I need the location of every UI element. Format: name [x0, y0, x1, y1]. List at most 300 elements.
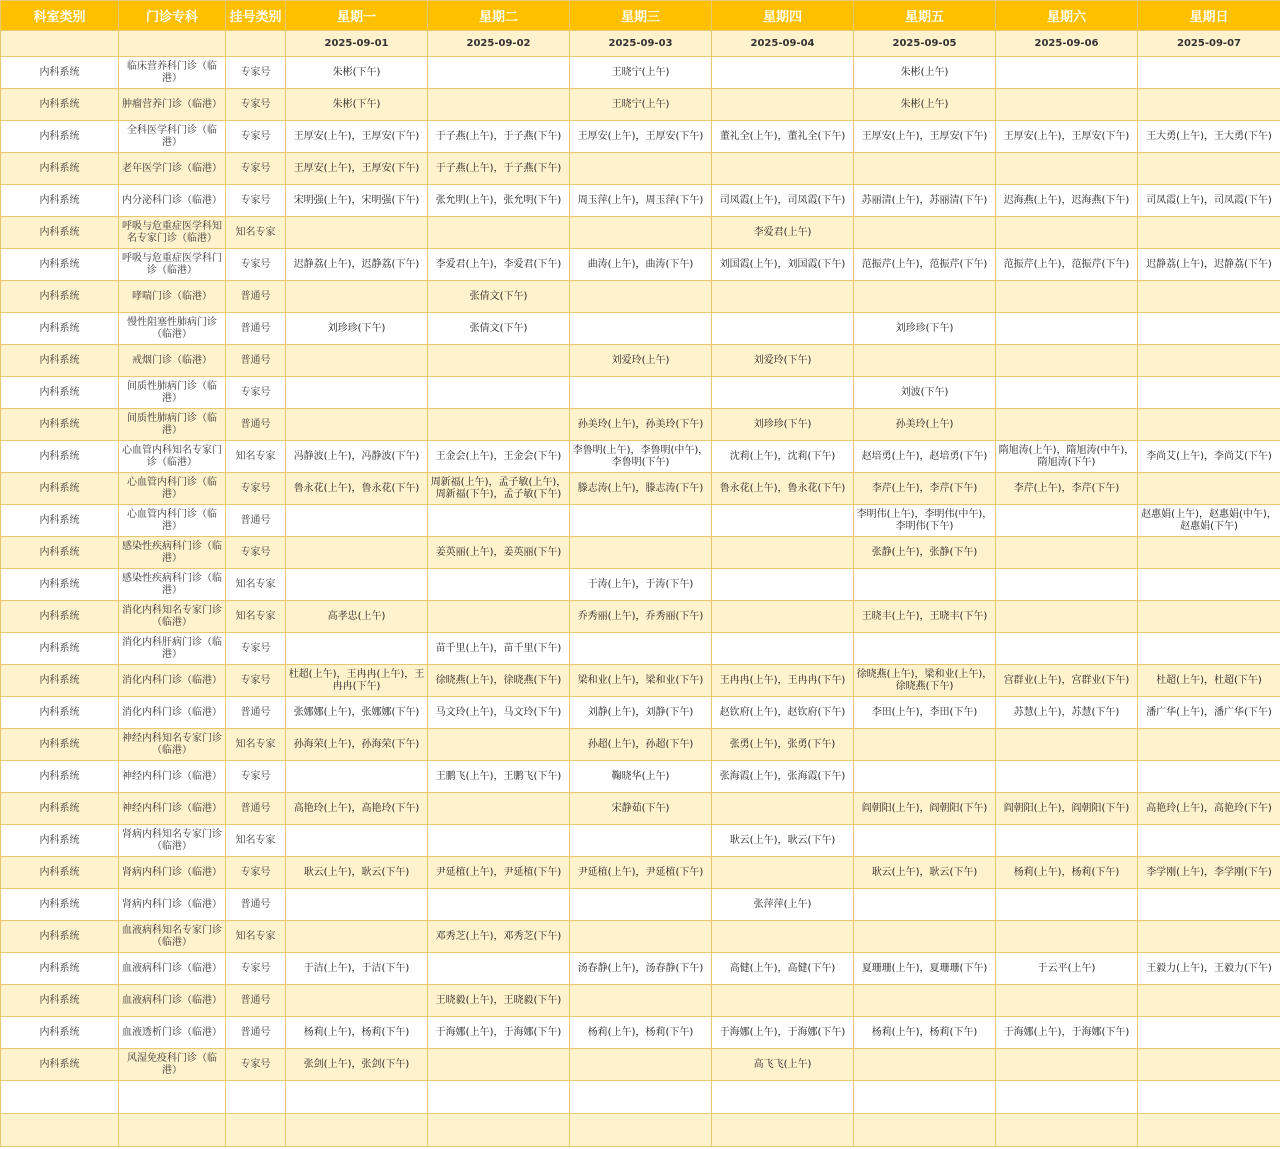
schedule-cell-mon: 杜超(上午)，王冉冉(上午)，王冉冉(下午): [286, 665, 428, 697]
schedule-cell-sun: [1138, 217, 1280, 249]
schedule-cell-thu: 王冉冉(上午)，王冉冉(下午): [712, 665, 854, 697]
regtype-cell: 知名专家: [226, 825, 286, 857]
schedule-cell-sat: [996, 281, 1138, 313]
clinic-cell: 血液透析门诊（临港）: [119, 1017, 226, 1049]
dept-cell: 内科系统: [1, 121, 119, 153]
schedule-cell-wed: 尹延植(上午)，尹延植(下午): [570, 857, 712, 889]
schedule-cell-sun: [1138, 729, 1280, 761]
schedule-cell-fri: [854, 985, 996, 1017]
schedule-cell-fri: [854, 217, 996, 249]
schedule-cell-wed: [570, 153, 712, 185]
clinic-cell: 心血管内科门诊（临港）: [119, 473, 226, 505]
schedule-cell-mon: 迟静荔(上午)，迟静荔(下午): [286, 249, 428, 281]
dept-cell: 内科系统: [1, 217, 119, 249]
clinic-cell: 内分泌科门诊（临港）: [119, 185, 226, 217]
schedule-cell-wed: [570, 505, 712, 537]
schedule-cell-wed: [570, 1049, 712, 1081]
schedule-cell-fri: [854, 345, 996, 377]
clinic-cell: 肾病内科门诊（临港）: [119, 857, 226, 889]
schedule-cell-tue: 张允明(上午)，张允明(下午): [428, 185, 570, 217]
regtype-cell: 专家号: [226, 665, 286, 697]
clinic-cell: 肿瘤营养门诊（临港）: [119, 89, 226, 121]
schedule-cell-thu: 刘爱玲(下午): [712, 345, 854, 377]
regtype-cell: 专家号: [226, 153, 286, 185]
regtype-cell: 专家号: [226, 1049, 286, 1081]
dept-cell: 内科系统: [1, 377, 119, 409]
table-row: [1, 57, 1280, 89]
schedule-cell-sun: 王大勇(上午)，王大勇(下午): [1138, 121, 1280, 153]
schedule-cell-sat: [996, 377, 1138, 409]
schedule-cell-fri: 孙美玲(上午): [854, 409, 996, 441]
date-cell-empty: [1, 31, 119, 57]
dept-cell: 内科系统: [1, 473, 119, 505]
dept-cell: 内科系统: [1, 825, 119, 857]
date-cell-sat: 2025-09-06: [996, 31, 1138, 57]
empty-cell: [119, 1114, 226, 1147]
schedule-cell-sat: [996, 537, 1138, 569]
schedule-cell-wed: 孙超(上午)，孙超(下午): [570, 729, 712, 761]
clinic-cell: 神经内科门诊（临港）: [119, 761, 226, 793]
schedule-cell-sun: [1138, 377, 1280, 409]
schedule-cell-tue: 尹延植(上午)，尹延植(下午): [428, 857, 570, 889]
regtype-cell: 普通号: [226, 793, 286, 825]
schedule-cell-thu: [712, 633, 854, 665]
empty-cell: [570, 1114, 712, 1147]
col-header-regtype: 挂号类别: [226, 1, 286, 31]
regtype-cell: 普通号: [226, 985, 286, 1017]
schedule-cell-tue: [428, 345, 570, 377]
date-cell-tue: 2025-09-02: [428, 31, 570, 57]
schedule-cell-fri: 李芹(上午)，李芹(下午): [854, 473, 996, 505]
schedule-cell-sat: 苏慧(上午)，苏慧(下午): [996, 697, 1138, 729]
col-header-wed: 星期三: [570, 1, 712, 31]
schedule-cell-wed: [570, 537, 712, 569]
schedule-cell-fri: [854, 729, 996, 761]
schedule-cell-tue: 马文玲(上午)，马文玲(下午): [428, 697, 570, 729]
table-row: [1, 793, 1280, 825]
schedule-cell-wed: 杨莉(上午)，杨莉(下午): [570, 1017, 712, 1049]
schedule-cell-mon: [286, 569, 428, 601]
regtype-cell: 专家号: [226, 473, 286, 505]
col-header-mon: 星期一: [286, 1, 428, 31]
empty-cell: [712, 1081, 854, 1114]
regtype-cell: 专家号: [226, 761, 286, 793]
schedule-cell-fri: 李明伟(上午)，李明伟(中午)，李明伟(下午): [854, 505, 996, 537]
schedule-cell-fri: [854, 633, 996, 665]
dept-cell: 内科系统: [1, 793, 119, 825]
dept-cell: 内科系统: [1, 601, 119, 633]
schedule-cell-wed: [570, 281, 712, 313]
schedule-cell-sun: 迟静荔(上午)，迟静荔(下午): [1138, 249, 1280, 281]
table-row: [1, 441, 1280, 473]
regtype-cell: 专家号: [226, 857, 286, 889]
schedule-cell-sun: 司凤霞(上午)，司凤霞(下午): [1138, 185, 1280, 217]
date-cell-empty: [226, 31, 286, 57]
table-row: [1, 857, 1280, 889]
empty-cell: [286, 1114, 428, 1147]
schedule-cell-tue: 于子燕(上午)，于子燕(下午): [428, 153, 570, 185]
dept-cell: 内科系统: [1, 185, 119, 217]
schedule-cell-tue: 张倩文(下午): [428, 281, 570, 313]
regtype-cell: 专家号: [226, 185, 286, 217]
regtype-cell: 普通号: [226, 505, 286, 537]
schedule-cell-tue: 徐晓燕(上午)，徐晓燕(下午): [428, 665, 570, 697]
regtype-cell: 专家号: [226, 121, 286, 153]
empty-cell: [286, 1081, 428, 1114]
schedule-cell-fri: [854, 889, 996, 921]
schedule-cell-mon: [286, 217, 428, 249]
dept-cell: 内科系统: [1, 697, 119, 729]
schedule-cell-fri: 朱彬(上午): [854, 57, 996, 89]
schedule-cell-sun: [1138, 985, 1280, 1017]
schedule-cell-thu: [712, 505, 854, 537]
schedule-cell-wed: 于涛(上午)，于涛(下午): [570, 569, 712, 601]
schedule-cell-sun: [1138, 473, 1280, 505]
schedule-cell-thu: [712, 601, 854, 633]
schedule-cell-mon: 王厚安(上午)，王厚安(下午): [286, 121, 428, 153]
schedule-cell-thu: [712, 921, 854, 953]
schedule-cell-sat: [996, 761, 1138, 793]
dept-cell: 内科系统: [1, 665, 119, 697]
dept-cell: 内科系统: [1, 569, 119, 601]
table-row: [1, 1017, 1280, 1049]
dept-cell: 内科系统: [1, 1017, 119, 1049]
schedule-cell-sat: [996, 729, 1138, 761]
schedule-cell-wed: 滕志涛(上午)，滕志涛(下午): [570, 473, 712, 505]
schedule-cell-fri: 苏丽清(上午)，苏丽清(下午): [854, 185, 996, 217]
schedule-cell-sat: 阎朝阳(上午)，阎朝阳(下午): [996, 793, 1138, 825]
schedule-cell-sat: [996, 1049, 1138, 1081]
regtype-cell: 知名专家: [226, 601, 286, 633]
schedule-cell-wed: [570, 377, 712, 409]
schedule-cell-sat: [996, 505, 1138, 537]
regtype-cell: 专家号: [226, 953, 286, 985]
dept-cell: 内科系统: [1, 921, 119, 953]
clinic-cell: 临床营养科门诊（临港）: [119, 57, 226, 89]
empty-cell: [428, 1081, 570, 1114]
dept-cell: 内科系统: [1, 313, 119, 345]
table-row: [1, 505, 1280, 537]
table-row: [1, 153, 1280, 185]
schedule-cell-wed: [570, 889, 712, 921]
schedule-cell-fri: 徐晓燕(上午)，梁和业(上午)，徐晓燕(下午): [854, 665, 996, 697]
schedule-cell-wed: [570, 985, 712, 1017]
schedule-cell-thu: [712, 985, 854, 1017]
schedule-cell-sat: [996, 217, 1138, 249]
empty-row: [1, 1081, 1280, 1114]
schedule-cell-fri: 朱彬(上午): [854, 89, 996, 121]
dept-cell: 内科系统: [1, 857, 119, 889]
schedule-cell-sat: 于海娜(上午)，于海娜(下午): [996, 1017, 1138, 1049]
schedule-cell-mon: [286, 409, 428, 441]
schedule-cell-thu: [712, 793, 854, 825]
schedule-cell-mon: [286, 345, 428, 377]
regtype-cell: 专家号: [226, 249, 286, 281]
clinic-cell: 血液病科门诊（临港）: [119, 985, 226, 1017]
table-row: [1, 921, 1280, 953]
regtype-cell: 普通号: [226, 1017, 286, 1049]
schedule-cell-tue: [428, 729, 570, 761]
table-row: [1, 345, 1280, 377]
dept-cell: 内科系统: [1, 281, 119, 313]
dept-cell: 内科系统: [1, 953, 119, 985]
regtype-cell: 知名专家: [226, 729, 286, 761]
clinic-cell: 肾病内科门诊（临港）: [119, 889, 226, 921]
schedule-cell-mon: 冯静波(上午)，冯静波(下午): [286, 441, 428, 473]
schedule-cell-mon: [286, 889, 428, 921]
schedule-cell-thu: [712, 313, 854, 345]
schedule-cell-fri: 杨莉(上午)，杨莉(下午): [854, 1017, 996, 1049]
table-row: [1, 281, 1280, 313]
schedule-cell-thu: 鲁永花(上午)，鲁永花(下午): [712, 473, 854, 505]
schedule-cell-tue: [428, 953, 570, 985]
schedule-cell-tue: [428, 89, 570, 121]
col-header-sat: 星期六: [996, 1, 1138, 31]
dept-cell: 内科系统: [1, 409, 119, 441]
schedule-cell-thu: 于海娜(上午)，于海娜(下午): [712, 1017, 854, 1049]
schedule-cell-mon: [286, 985, 428, 1017]
table-row: [1, 377, 1280, 409]
schedule-cell-thu: 张萍萍(上午): [712, 889, 854, 921]
clinic-cell: 消化内科知名专家门诊（临港）: [119, 601, 226, 633]
regtype-cell: 普通号: [226, 697, 286, 729]
empty-cell: [854, 1114, 996, 1147]
schedule-cell-thu: 董礼全(上午)，董礼全(下午): [712, 121, 854, 153]
schedule-cell-sun: 高艳玲(上午)，高艳玲(下午): [1138, 793, 1280, 825]
schedule-cell-wed: [570, 825, 712, 857]
empty-cell: [226, 1114, 286, 1147]
schedule-cell-mon: [286, 505, 428, 537]
schedule-cell-mon: 朱彬(下午): [286, 57, 428, 89]
schedule-cell-sun: 王毅力(上午)，王毅力(下午): [1138, 953, 1280, 985]
regtype-cell: 知名专家: [226, 441, 286, 473]
schedule-cell-tue: 王金会(上午)，王金会(下午): [428, 441, 570, 473]
schedule-cell-thu: 沈莉(上午)，沈莉(下午): [712, 441, 854, 473]
table-row: [1, 569, 1280, 601]
schedule-cell-mon: 张剑(上午)，张剑(下午): [286, 1049, 428, 1081]
schedule-cell-thu: 赵钦府(上午)，赵钦府(下午): [712, 697, 854, 729]
schedule-cell-tue: [428, 57, 570, 89]
date-cell-sun: 2025-09-07: [1138, 31, 1280, 57]
schedule-cell-tue: [428, 505, 570, 537]
schedule-cell-thu: [712, 537, 854, 569]
schedule-cell-fri: [854, 281, 996, 313]
dept-cell: 内科系统: [1, 505, 119, 537]
schedule-cell-thu: 高飞飞(上午): [712, 1049, 854, 1081]
table-row: [1, 601, 1280, 633]
regtype-cell: 知名专家: [226, 569, 286, 601]
schedule-cell-sat: [996, 345, 1138, 377]
schedule-cell-sat: [996, 985, 1138, 1017]
clinic-cell: 肾病内科知名专家门诊（临港）: [119, 825, 226, 857]
table-row: [1, 633, 1280, 665]
schedule-cell-wed: [570, 921, 712, 953]
clinic-cell: 哮喘门诊（临港）: [119, 281, 226, 313]
clinic-cell: 消化内科门诊（临港）: [119, 665, 226, 697]
schedule-cell-fri: [854, 825, 996, 857]
schedule-cell-wed: 李鲁明(上午)，李鲁明(中午)，李鲁明(下午): [570, 441, 712, 473]
schedule-cell-sun: [1138, 537, 1280, 569]
regtype-cell: 专家号: [226, 633, 286, 665]
date-cell-fri: 2025-09-05: [854, 31, 996, 57]
regtype-cell: 普通号: [226, 345, 286, 377]
clinic-cell: 风湿免疫科门诊（临港）: [119, 1049, 226, 1081]
schedule-cell-mon: 鲁永花(上午)，鲁永花(下午): [286, 473, 428, 505]
clinic-cell: 心血管内科门诊（临港）: [119, 505, 226, 537]
schedule-cell-wed: 刘静(上午)，刘静(下午): [570, 697, 712, 729]
date-cell-mon: 2025-09-01: [286, 31, 428, 57]
empty-cell: [854, 1081, 996, 1114]
date-cell-empty: [119, 31, 226, 57]
empty-cell: [1138, 1081, 1280, 1114]
schedule-cell-sat: [996, 153, 1138, 185]
col-header-dept: 科室类别: [1, 1, 119, 31]
schedule-cell-thu: 张海霞(上午)，张海霞(下午): [712, 761, 854, 793]
empty-row: [1, 1114, 1280, 1147]
table-row: [1, 729, 1280, 761]
dept-cell: 内科系统: [1, 249, 119, 281]
schedule-cell-thu: 司凤霞(上午)，司凤霞(下午): [712, 185, 854, 217]
regtype-cell: 普通号: [226, 889, 286, 921]
clinic-cell: 间质性肺病门诊（临港）: [119, 409, 226, 441]
schedule-cell-fri: [854, 921, 996, 953]
schedule-cell-fri: 耿云(上午)，耿云(下午): [854, 857, 996, 889]
clinic-cell: 老年医学门诊（临港）: [119, 153, 226, 185]
schedule-cell-tue: 于子燕(上午)，于子燕(下午): [428, 121, 570, 153]
schedule-cell-mon: 刘珍珍(下午): [286, 313, 428, 345]
empty-cell: [570, 1081, 712, 1114]
schedule-cell-wed: 宋静茹(下午): [570, 793, 712, 825]
schedule-cell-fri: [854, 761, 996, 793]
schedule-cell-fri: 张静(上午)，张静(下午): [854, 537, 996, 569]
schedule-cell-thu: [712, 569, 854, 601]
schedule-cell-mon: [286, 537, 428, 569]
date-cell-thu: 2025-09-04: [712, 31, 854, 57]
schedule-cell-thu: 刘珍珍(下午): [712, 409, 854, 441]
table-row: [1, 185, 1280, 217]
schedule-cell-sat: [996, 601, 1138, 633]
schedule-cell-mon: 高孝忠(上午): [286, 601, 428, 633]
schedule-cell-sat: [996, 921, 1138, 953]
empty-cell: [226, 1081, 286, 1114]
schedule-cell-tue: 邓秀芝(上午)，邓秀芝(下午): [428, 921, 570, 953]
schedule-cell-mon: 王厚安(上午)，王厚安(下午): [286, 153, 428, 185]
schedule-cell-thu: [712, 89, 854, 121]
table-row: [1, 697, 1280, 729]
table-row: [1, 953, 1280, 985]
schedule-cell-tue: [428, 825, 570, 857]
schedule-cell-mon: 耿云(上午)，耿云(下午): [286, 857, 428, 889]
schedule-cell-thu: [712, 281, 854, 313]
clinic-cell: 心血管内科知名专家门诊（临港）: [119, 441, 226, 473]
schedule-cell-sun: [1138, 57, 1280, 89]
schedule-cell-wed: 周玉萍(上午)，周玉萍(下午): [570, 185, 712, 217]
date-row: [1, 31, 1280, 57]
schedule-cell-tue: 周新福(上午)，孟子敏(上午)，周新福(下午)，孟子敏(下午): [428, 473, 570, 505]
schedule-cell-tue: [428, 601, 570, 633]
header-row: [1, 1, 1280, 31]
col-header-sun: 星期日: [1138, 1, 1280, 31]
clinic-cell: 间质性肺病门诊（临港）: [119, 377, 226, 409]
regtype-cell: 普通号: [226, 409, 286, 441]
clinic-cell: 全科医学科门诊（临港）: [119, 121, 226, 153]
table-row: [1, 249, 1280, 281]
regtype-cell: 知名专家: [226, 217, 286, 249]
empty-cell: [1, 1081, 119, 1114]
table-row: [1, 985, 1280, 1017]
dept-cell: 内科系统: [1, 761, 119, 793]
schedule-cell-sun: 杜超(上午)，杜超(下午): [1138, 665, 1280, 697]
clinic-cell: 消化内科门诊（临港）: [119, 697, 226, 729]
regtype-cell: 专家号: [226, 89, 286, 121]
schedule-cell-sat: 迟海燕(上午)，迟海燕(下午): [996, 185, 1138, 217]
dept-cell: 内科系统: [1, 441, 119, 473]
table-row: [1, 537, 1280, 569]
table-row: [1, 409, 1280, 441]
schedule-cell-wed: 孙美玲(上午)，孙美玲(下午): [570, 409, 712, 441]
schedule-cell-mon: [286, 377, 428, 409]
schedule-cell-wed: 王晓宁(上午): [570, 89, 712, 121]
col-header-clinic: 门诊专科: [119, 1, 226, 31]
schedule-cell-tue: [428, 217, 570, 249]
schedule-cell-sun: [1138, 633, 1280, 665]
clinic-cell: 感染性疾病科门诊（临港）: [119, 569, 226, 601]
schedule-cell-thu: 高健(上午)，高健(下午): [712, 953, 854, 985]
schedule-cell-wed: 王厚安(上午)，王厚安(下午): [570, 121, 712, 153]
clinic-cell: 血液病科知名专家门诊（临港）: [119, 921, 226, 953]
schedule-cell-sat: 王厚安(上午)，王厚安(下午): [996, 121, 1138, 153]
schedule-cell-sun: [1138, 89, 1280, 121]
schedule-cell-sun: 赵惠娟(上午)，赵惠娟(中午)，赵惠娟(下午): [1138, 505, 1280, 537]
schedule-cell-sun: [1138, 761, 1280, 793]
empty-cell: [1, 1114, 119, 1147]
schedule-cell-sat: [996, 89, 1138, 121]
regtype-cell: 普通号: [226, 313, 286, 345]
schedule-cell-sun: [1138, 1049, 1280, 1081]
table-row: [1, 1049, 1280, 1081]
date-cell-wed: 2025-09-03: [570, 31, 712, 57]
table-row: [1, 473, 1280, 505]
schedule-cell-tue: 于海娜(上午)，于海娜(下午): [428, 1017, 570, 1049]
table-row: [1, 121, 1280, 153]
table-row: [1, 313, 1280, 345]
schedule-cell-tue: [428, 793, 570, 825]
col-header-fri: 星期五: [854, 1, 996, 31]
dept-cell: 内科系统: [1, 153, 119, 185]
schedule-cell-mon: 于洁(上午)，于洁(下午): [286, 953, 428, 985]
schedule-cell-sat: [996, 825, 1138, 857]
schedule-cell-thu: 刘国霞(上午)，刘国霞(下午): [712, 249, 854, 281]
dept-cell: 内科系统: [1, 89, 119, 121]
schedule-cell-tue: [428, 569, 570, 601]
table-row: [1, 889, 1280, 921]
clinic-cell: 戒烟门诊（临港）: [119, 345, 226, 377]
schedule-cell-sat: 于云平(上午): [996, 953, 1138, 985]
table-row: [1, 89, 1280, 121]
clinic-cell: 感染性疾病科门诊（临港）: [119, 537, 226, 569]
dept-cell: 内科系统: [1, 1049, 119, 1081]
schedule-cell-sun: [1138, 409, 1280, 441]
schedule-cell-thu: 李爱君(上午): [712, 217, 854, 249]
dept-cell: 内科系统: [1, 729, 119, 761]
schedule-cell-wed: 梁和业(上午)，梁和业(下午): [570, 665, 712, 697]
schedule-cell-wed: 曲涛(上午)，曲涛(下午): [570, 249, 712, 281]
schedule-cell-sat: [996, 57, 1138, 89]
schedule-cell-fri: 王晓丰(上午)，王晓丰(下午): [854, 601, 996, 633]
schedule-cell-sat: 宫群业(上午)，宫群业(下午): [996, 665, 1138, 697]
schedule-cell-tue: 王鹏飞(上午)，王鹏飞(下午): [428, 761, 570, 793]
schedule-cell-fri: 刘珍珍(下午): [854, 313, 996, 345]
